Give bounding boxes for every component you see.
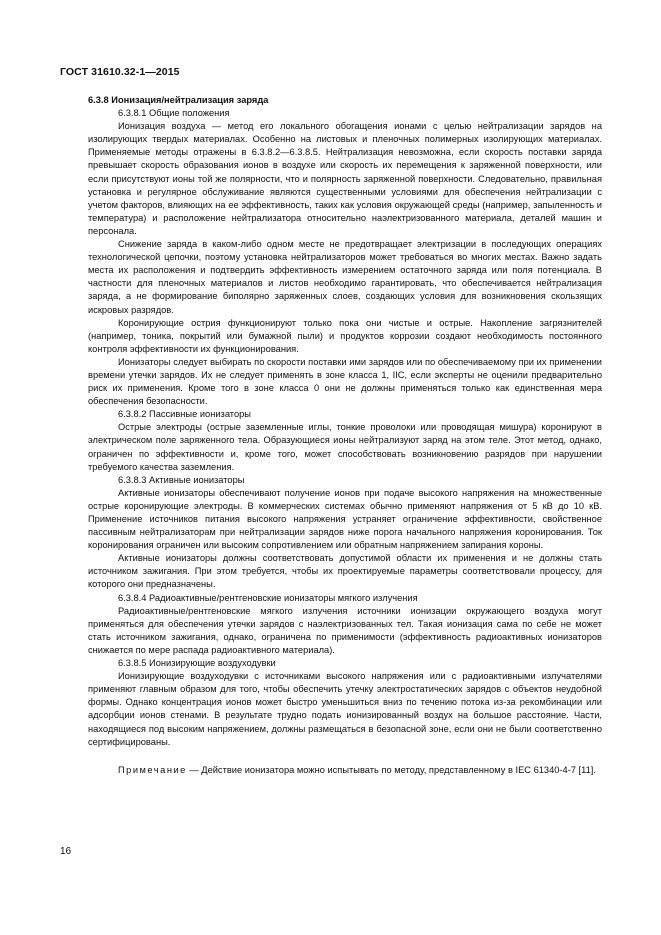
note	[88, 764, 602, 777]
document-code-header: ГОСТ 31610.32-1—2015	[60, 66, 180, 78]
paragraph: Радиоактивные/рентгеновские мягкого излучения источники ионизации окружающего воздуха могут применяться для обеспечения утечки зарядов с наэлектризованных тел. Такая ионизация сама по себе не может стать источником зажигания, однако, ограничена по применимости (эффективность радиоактивных ионизаторов снижается по мере распада радиоактивного материала).	[88, 605, 602, 655]
paragraph: Коронирующие острия функционируют только пока они чистые и острые. Накопление загрязнителей (например, тоника, покрытий или бумажной пыли) и продуктов коррозии создают необходимость постоянного контроля эффективности их функционирования.	[88, 317, 602, 354]
paragraph: Снижение заряда в каком-либо одном месте не предотвращает электризации в последующих операциях технологической цепочки, поэтому установка нейтрализаторов может требоваться во многих местах. Важно задать места их расположения и подтвердить эффективность измерением остаточного заряда или поля потенциала. В частности для пленочных материалов и листов необходимо гарантировать, что обеспечивается нейтрализация заряда, а не формирование биполярно заряженных слоев, создающих условия для возникновения скользящих искровых разрядов.	[88, 239, 602, 315]
document-body	[88, 94, 602, 777]
page-number: 16	[60, 846, 72, 857]
section-heading: 6.3.8 Ионизация/нейтрализация заряда	[88, 95, 269, 105]
paragraph: Ионизаторы следует выбирать по скорости поставки ими зарядов или по обеспечиваемому при их применении времени утечки зарядов. Их не следует применять в зоне класса 1, IIC, если эксперты не оценили предварительно риск их применения. Кроме того в зоне класса 0 они не должны применяться только как единственная мера обеспечения безопасности.	[88, 356, 602, 407]
subsection-title-active: 6.3.8.3 Активные ионизаторы	[118, 474, 245, 485]
subsection-title-passive: 6.3.8.2 Пассивные ионизаторы	[118, 409, 251, 420]
paragraph: Ионизирующие воздуходувки с источниками высокого напряжения или с радиоактивными излучателями применяют главным образом для того, чтобы обеспечить утечку электростатических зарядов с объектов неудобной формы. Однако концентрация ионов может быстро уменьшиться вниз по течению потока из-за рекомбинации или адсорбции ионов стенами. В результате трудно подать ионизированный воздух на большое расстояние. Части, находящиеся под высоким напряжением, должны размещаться в безопасной зоне, если они не были соответственно сертифицированы.	[88, 671, 602, 747]
paragraph: Активные ионизаторы обеспечивают получение ионов при подаче высокого напряжения на множественные острые коронирующие электроды. В коммерческих системах обычно применяют напряжения от 5 кВ до 10 кВ. Применение источников питания высокого напряжения устраняет ограничение эффективности, свойственное пассивным нейтрализаторам при нейтрализации зарядов ниже порога начального напряжения коронирования. Ток коронирования ограничен или высоким сопротивлением или обратным напряжением запирания короны.	[88, 487, 602, 551]
note-text: — Действие ионизатора можно испытывать по методу, представленному в IEC 61340-4-7 [11].	[186, 764, 596, 775]
note-label: Примечание	[118, 764, 187, 775]
paragraph: Ионизация воздуха — метод его локального обогащения ионами с целью нейтрализации зарядов на изолирующих твердых материалах. Особенно на листовых и пленочных полимерных изолирующих материалах. Применяемые методы отражены в 6.3.8.2—6.3.8.5. Нейтрализация невозможна, если скорость поставки заряда превышает скорость образования ионов в воздухе или скорость их перемещения к заряженной поверхности, или если присутствуют ионы той же полярности, что и полярность заряженной поверхности. Следовательно, правильная установка и регулярное обслуживание являются существенными условиями для обеспечения нейтрализации с учетом факторов, влияющих на ее эффективность, таких как условия окружающей среды (например, запыленность и температура) и расположение нейтрализатора относительно наэлектризованного материала, деталей машин и персонала.	[88, 121, 602, 236]
subsection-title-general: 6.3.8.1 Общие положения	[118, 108, 230, 119]
paragraph: Острые электроды (острые заземленные иглы, тонкие проволоки или проводящая мишура) коронируют в электрическом поле заряженного тела. Образующиеся ионы нейтрализуют заряд на этом теле. Этот метод, однако, ограничен по эффективности и, кроме того, может способствовать возникновению разрядов при нарушении требуемого качества заземления.	[88, 422, 602, 472]
subsection-title-blowers: 6.3.8.5 Ионизирующие воздуходувки	[118, 658, 276, 669]
subsection-title-radioactive: 6.3.8.4 Радиоактивные/рентгеновские ионизаторы мягкого излучения	[118, 592, 418, 603]
paragraph: Активные ионизаторы должны соответствовать допустимой области их применения и не должны стать источником зажигания. При этом требуется, чтобы их проектируемые параметры соответствовали процессу, для которого они предназначены.	[88, 553, 602, 590]
